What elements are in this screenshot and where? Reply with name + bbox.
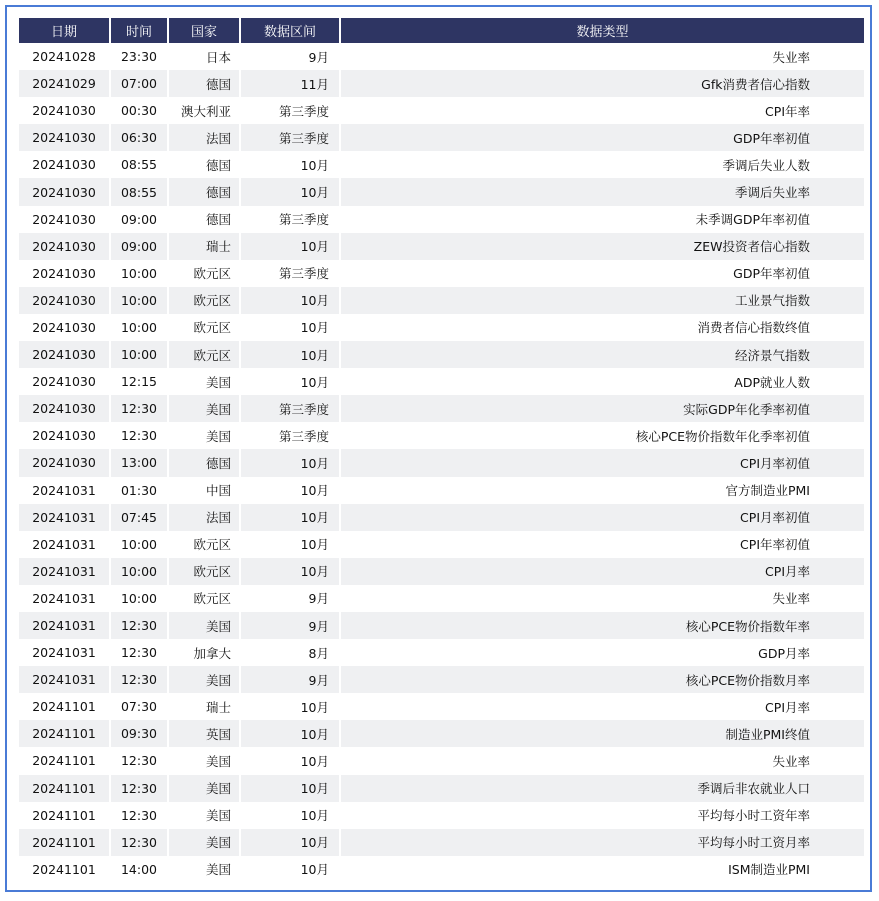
cell-period: 10月 [241,504,341,531]
cell-date: 20241031 [19,531,111,558]
cell-date: 20241101 [19,747,111,774]
cell-country: 美国 [169,422,241,449]
cell-period: 10月 [241,775,341,802]
cell-country: 美国 [169,747,241,774]
cell-date: 20241028 [19,43,111,70]
cell-time: 12:30 [111,395,169,422]
table-row [19,422,864,449]
table-row [19,747,864,774]
table-row [19,70,864,97]
cell-date: 20241030 [19,314,111,341]
cell-country: 美国 [169,368,241,395]
cell-data-type: ISM制造业PMI [728,862,810,878]
cell-date: 20241030 [19,206,111,233]
cell-period: 9月 [241,612,341,639]
cell-data-type: 工业景气指数 [341,287,864,314]
cell-period: 10月 [241,720,341,747]
cell-data-type: 季调后失业率 [341,178,864,205]
cell-date: 20241030 [19,395,111,422]
cell-period: 第三季度 [241,395,341,422]
cell-period: 8月 [241,639,341,666]
cell-date: 20241030 [19,124,111,151]
cell-date: 20241030 [19,233,111,260]
cell-time: 07:00 [111,70,169,97]
cell-data-type: 经济景气指数 [341,341,864,368]
table-row [19,856,864,883]
cell-date: 20241030 [19,368,111,395]
cell-time: 12:30 [111,829,169,856]
cell-data-type: 核心PCE物价指数年率 [341,612,864,639]
cell-period: 10月 [241,747,341,774]
cell-date: 20241031 [19,666,111,693]
cell-time: 12:30 [111,639,169,666]
cell-data-type: 消费者信心指数终值 [697,320,810,336]
cell-country: 欧元区 [169,585,241,612]
cell-country: 澳大利亚 [169,97,241,124]
cell-country: 加拿大 [169,639,241,666]
cell-date: 20241030 [19,422,111,449]
cell-time: 12:30 [111,666,169,693]
table-row [19,449,864,476]
cell-time: 10:00 [111,341,169,368]
cell-period: 10月 [241,287,341,314]
cell-time: 13:00 [111,449,169,476]
table-row [19,124,864,151]
table-row [19,43,864,70]
cell-data-type: CPI月率 [765,699,810,715]
cell-country: 美国 [169,666,241,693]
cell-period: 第三季度 [241,206,341,233]
cell-country: 欧元区 [169,341,241,368]
cell-time: 09:00 [111,233,169,260]
cell-time: 08:55 [111,151,169,178]
cell-country: 美国 [169,802,241,829]
cell-country: 德国 [169,70,241,97]
table-row [19,395,864,422]
cell-data-type: GDP年率初值 [733,266,810,282]
cell-time: 06:30 [111,124,169,151]
cell-date: 20241101 [19,856,111,883]
cell-data-type: ZEW投资者信心指数 [341,233,864,260]
table-row [19,477,864,504]
cell-period: 9月 [241,585,341,612]
cell-time: 12:30 [111,747,169,774]
table-row [19,802,864,829]
cell-country: 德国 [169,151,241,178]
cell-data-type: GDP月率 [758,645,810,661]
cell-data-type: 平均每小时工资年率 [697,808,810,824]
cell-country: 美国 [169,612,241,639]
table-row [19,558,864,585]
cell-country: 欧元区 [169,531,241,558]
cell-country: 瑞士 [169,693,241,720]
cell-country: 法国 [169,504,241,531]
header-date: 日期 [19,18,111,43]
cell-period: 10月 [241,233,341,260]
table-row [19,720,864,747]
cell-country: 日本 [169,43,241,70]
cell-country: 美国 [169,775,241,802]
cell-period: 10月 [241,829,341,856]
cell-data-type: 季调后非农就业人口 [341,775,864,802]
cell-period: 10月 [241,477,341,504]
cell-time: 10:00 [111,260,169,287]
cell-data-type: ADP就业人数 [734,374,810,390]
cell-time: 09:30 [111,720,169,747]
cell-country: 德国 [169,178,241,205]
cell-data-type: Gfk消费者信心指数 [341,70,864,97]
cell-date: 20241031 [19,612,111,639]
cell-country: 欧元区 [169,260,241,287]
cell-time: 12:15 [111,368,169,395]
cell-date: 20241030 [19,178,111,205]
cell-date: 20241031 [19,639,111,666]
table-row [19,775,864,802]
cell-date: 20241030 [19,341,111,368]
cell-country: 英国 [169,720,241,747]
cell-period: 9月 [241,43,341,70]
cell-date: 20241031 [19,558,111,585]
cell-time: 10:00 [111,585,169,612]
cell-time: 10:00 [111,314,169,341]
cell-data-type: 失业率 [772,753,810,769]
table-row [19,151,864,178]
cell-country: 美国 [169,395,241,422]
cell-period: 10月 [241,449,341,476]
cell-country: 德国 [169,206,241,233]
cell-data-type: 核心PCE物价指数年化季率初值 [635,428,810,444]
cell-time: 10:00 [111,531,169,558]
cell-period: 10月 [241,368,341,395]
cell-country: 欧元区 [169,558,241,585]
cell-period: 10月 [241,693,341,720]
cell-time: 14:00 [111,856,169,883]
cell-period: 11月 [241,70,341,97]
cell-data-type: 核心PCE物价指数月率 [341,666,864,693]
cell-data-type: CPI月率初值 [341,504,864,531]
header-row [19,18,864,43]
cell-data-type: CPI年率初值 [740,537,810,553]
cell-data-type: 实际GDP年化季率初值 [341,395,864,422]
cell-data-type: CPI月率初值 [341,449,864,476]
table-frame [5,5,872,892]
table-row [19,829,864,856]
cell-data-type: 失业率 [772,49,810,65]
cell-date: 20241101 [19,802,111,829]
cell-data-type: 失业率 [772,591,810,607]
cell-date: 20241101 [19,693,111,720]
cell-country: 欧元区 [169,287,241,314]
cell-data-type: 平均每小时工资月率 [341,829,864,856]
cell-period: 10月 [241,531,341,558]
table-row [19,178,864,205]
table-row [19,341,864,368]
cell-time: 07:30 [111,693,169,720]
cell-country: 美国 [169,856,241,883]
cell-time: 10:00 [111,287,169,314]
cell-data-type: GDP年率初值 [341,124,864,151]
header-country: 国家 [169,18,241,43]
cell-time: 12:30 [111,802,169,829]
cell-period: 9月 [241,666,341,693]
cell-time: 09:00 [111,206,169,233]
table-row [19,287,864,314]
table-row [19,693,864,720]
cell-time: 00:30 [111,97,169,124]
table-row [19,531,864,558]
table-row [19,585,864,612]
cell-date: 20241030 [19,151,111,178]
header-data-type: 数据类型 [341,18,864,43]
cell-date: 20241030 [19,260,111,287]
table-row [19,666,864,693]
cell-date: 20241031 [19,504,111,531]
table-row [19,612,864,639]
cell-time: 01:30 [111,477,169,504]
cell-time: 08:55 [111,178,169,205]
cell-date: 20241029 [19,70,111,97]
economic-calendar-table [19,18,864,883]
table-row [19,368,864,395]
cell-time: 12:30 [111,422,169,449]
cell-period: 第三季度 [241,260,341,287]
cell-data-type: CPI月率 [341,558,864,585]
cell-date: 20241101 [19,829,111,856]
cell-country: 德国 [169,449,241,476]
header-time: 时间 [111,18,169,43]
cell-period: 10月 [241,341,341,368]
cell-date: 20241031 [19,585,111,612]
table-row [19,206,864,233]
header-period: 数据区间 [241,18,341,43]
table-body [19,43,864,883]
cell-data-type: 未季调GDP年率初值 [695,212,810,228]
table-row [19,314,864,341]
cell-date: 20241101 [19,775,111,802]
cell-time: 12:30 [111,775,169,802]
cell-country: 中国 [169,477,241,504]
table-row [19,639,864,666]
cell-data-type: 季调后失业人数 [722,157,810,173]
cell-time: 07:45 [111,504,169,531]
table-row [19,260,864,287]
cell-period: 10月 [241,558,341,585]
cell-date: 20241030 [19,287,111,314]
cell-period: 10月 [241,802,341,829]
cell-country: 法国 [169,124,241,151]
cell-period: 第三季度 [241,422,341,449]
cell-date: 20241031 [19,477,111,504]
cell-country: 欧元区 [169,314,241,341]
table-row [19,233,864,260]
cell-time: 10:00 [111,558,169,585]
cell-period: 第三季度 [241,124,341,151]
cell-time: 23:30 [111,43,169,70]
cell-date: 20241030 [19,97,111,124]
table-row [19,97,864,124]
cell-period: 10月 [241,856,341,883]
cell-period: 10月 [241,314,341,341]
cell-period: 10月 [241,151,341,178]
cell-country: 美国 [169,829,241,856]
cell-data-type: 制造业PMI终值 [341,720,864,747]
table-row [19,504,864,531]
cell-data-type: CPI年率 [765,103,810,119]
cell-period: 第三季度 [241,97,341,124]
cell-country: 瑞士 [169,233,241,260]
table-header [19,18,864,43]
cell-date: 20241101 [19,720,111,747]
cell-data-type: 官方制造业PMI [725,483,810,499]
cell-time: 12:30 [111,612,169,639]
cell-period: 10月 [241,178,341,205]
cell-date: 20241030 [19,449,111,476]
